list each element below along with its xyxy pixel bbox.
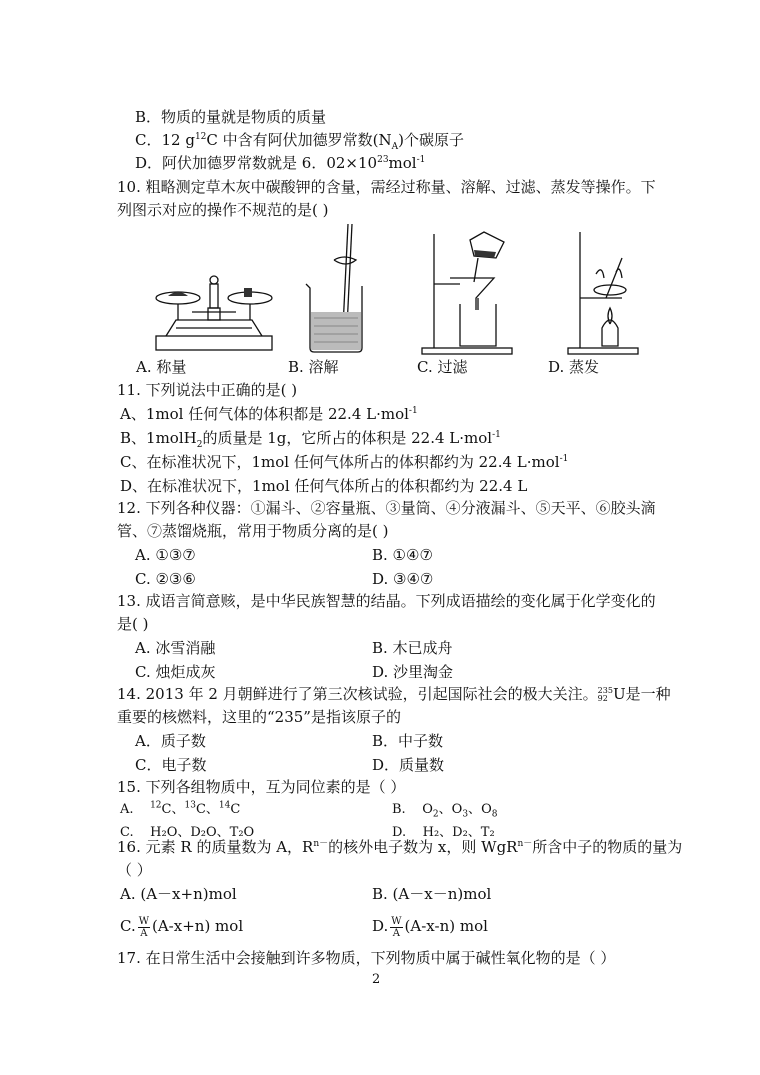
q12-option-d: D. ③④⑦ — [372, 570, 434, 588]
q9-option-c: C．12 $g^{12}C$ 中含有阿伏加德罗常数$(N_A)$个碳原子 — [135, 131, 464, 152]
q16-stem-line2: （ ） — [117, 861, 152, 879]
q12-stem-line1: 12. 下列各种仪器：①漏斗、②容量瓶、③量筒、④分液漏斗、⑤天平、⑥胶头滴 — [117, 499, 656, 517]
q13-option-d: D. 沙里淘金 — [372, 663, 454, 681]
q15-option-a: A. $^{12}$C、$^{13}$C、$^{14}$C — [120, 800, 241, 817]
q14-option-c: C．电子数 — [135, 756, 207, 774]
caption-b: B. 溶解 — [288, 358, 339, 376]
q15-stem: 15. 下列各组物质中，互为同位素的是（ ） — [117, 778, 406, 796]
q11-option-a: A、1mol 任何气体的体积都是 22.4 L·mol$^{-1}$ — [120, 405, 418, 423]
q16-stem-line1: 16. 元素 R 的质量数为 A，$R^{n-}$的核外电子数为 x，则 WgR$^{n-}$所含中子的物质的量为 — [117, 838, 683, 856]
q14-option-b: B．中子数 — [372, 732, 444, 750]
q12-option-c: C. ②③⑥ — [135, 570, 196, 588]
q10-stem-line2: 列图示对应的操作不规范的是( ) — [117, 201, 329, 219]
caption-c: C. 过滤 — [417, 358, 468, 376]
q11-stem: 11. 下列说法中正确的是( ) — [117, 381, 298, 399]
q15-option-b: B. $O_2$、$O_3$、$O_8$ — [392, 802, 498, 820]
q11-option-c: C、在标准状况下，1mol 任何气体所占的体积都约为 22.4 L·mol$^{-1}$ — [120, 453, 569, 471]
q13-stem-line1: 13. 成语言简意赅，是中华民族智慧的结晶。下列成语描绘的变化属于化学变化的 — [117, 592, 656, 610]
balance-figure — [152, 268, 276, 354]
q14-option-a: A．质子数 — [135, 732, 206, 750]
fraction-w-over-a: $\frac{W}{A}$ — [391, 915, 402, 939]
q9-option-d: D．阿伏加德罗常数就是 6．$02\times 10^{23}mol^{-1}$ — [135, 154, 426, 172]
fraction-w-over-a: $\frac{W}{A}$ — [138, 915, 149, 939]
q15-option-c: C. H₂O、D₂O、T₂O — [120, 825, 255, 840]
beaker-figure — [300, 222, 372, 354]
caption-a: A. 称量 — [136, 358, 187, 376]
page-number: 2 — [372, 972, 381, 987]
q10-stem-line1: 10. 粗略测定草木灰中碳酸钾的含量，需经过称量、溶解、过滤、蒸发等操作。下 — [117, 178, 656, 196]
q11-option-b: B、1molH$_2$的质量是 1g，它所占的体积是 22.4 L·mol$^{-1}$ — [120, 429, 501, 450]
q9-option-b: B．物质的量就是物质的质量 — [135, 108, 327, 126]
caption-d: D. 蒸发 — [548, 358, 600, 376]
evaporation-figure — [566, 228, 646, 356]
q13-option-b: B. 木已成舟 — [372, 639, 453, 657]
q16-option-a: A. (A－x+n)mol — [120, 885, 237, 903]
q14-stem-line1: 14. 2013 年 2 月朝鲜进行了第三次核试验，引起国际社会的极大关注。 235 92 U是一种 — [117, 685, 671, 703]
filtration-figure — [420, 228, 520, 356]
q17-stem: 17. 在日常生活中会接触到许多物质，下列物质中属于碱性氧化物的是（ ） — [117, 949, 616, 967]
q13-option-c: C. 烛炬成灰 — [135, 663, 216, 681]
q14-stem-line2: 重要的核燃料，这里的“235”是指该原子的 — [117, 708, 401, 726]
q12-option-a: A. ①③⑦ — [135, 546, 196, 564]
q12-stem-line2: 管、⑦蒸馏烧瓶，常用于物质分离的是( ) — [117, 522, 389, 540]
q16-option-b: B. (A－x－n)mol — [372, 885, 492, 903]
q12-option-b: B. ①④⑦ — [372, 546, 433, 564]
q13-option-a: A. 冰雪消融 — [135, 639, 216, 657]
q16-option-c: C. $\frac{W}{A}$ (A-x+n) mol — [120, 915, 244, 939]
q15-option-d: D. H₂、D₂、T₂ — [392, 825, 495, 840]
q11-option-d: D、在标准状况下，1mol 任何气体所占的体积都约为 22.4 L — [120, 477, 528, 495]
q14-option-d: D．质量数 — [372, 756, 445, 774]
q16-option-d: D. $\frac{W}{A}$ (A-x-n) mol — [372, 915, 488, 939]
q13-stem-line2: 是( ) — [117, 615, 149, 633]
